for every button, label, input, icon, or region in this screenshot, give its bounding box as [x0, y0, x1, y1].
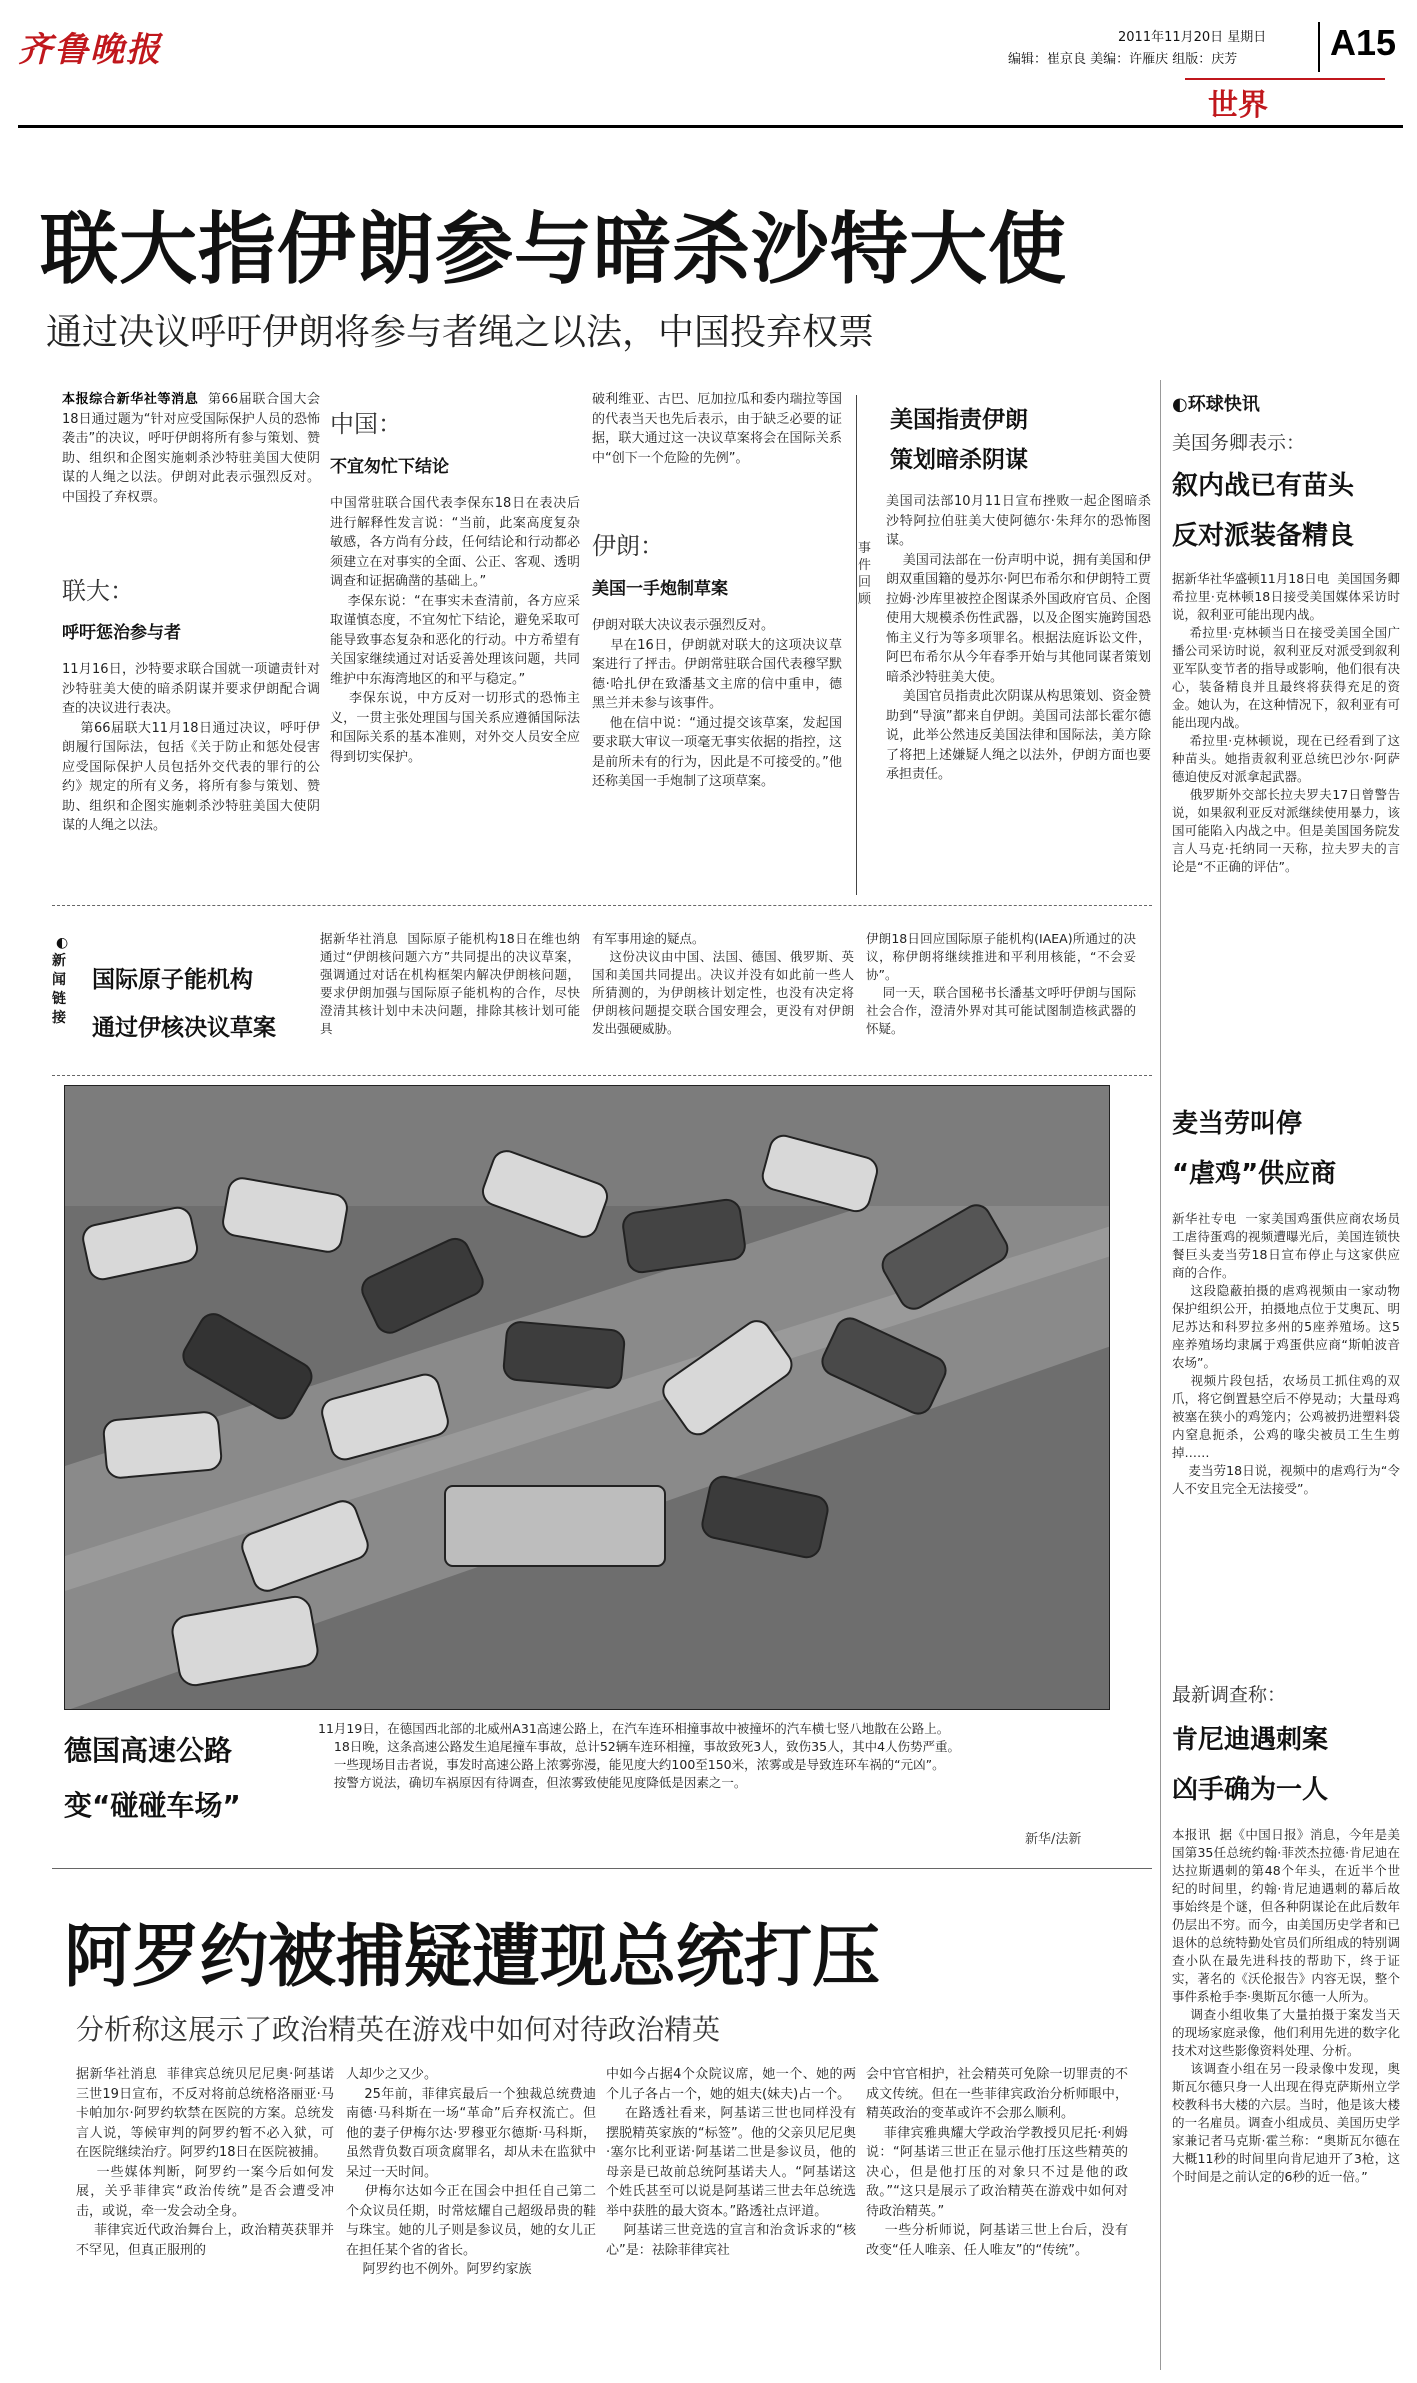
lead-intro: [62, 390, 320, 595]
second-headline: 阿罗约被捕疑遭现总统打压: [64, 1918, 881, 1997]
us-subhead: 呼吁惩治参与者: [62, 623, 181, 643]
globe-icon: ◐: [1172, 394, 1188, 415]
photo-kicker-1: 德国高速公路: [64, 1734, 233, 1767]
lead-headline: 联大指伊朗参与暗杀沙特大使: [40, 205, 1068, 295]
quick-news-text: 环球快讯: [1187, 394, 1260, 415]
us-body: 11月16日，沙特要求联合国就一项谴责针对沙特驻美大使的暗杀阴谋并要求伊朗配合调查的决议进行表决。 第66届联大11月18日通过决议，呼吁伊朗履行国际法，包括《关于防止和惩处侵害应受国际保护人员包括外交代表的罪行的公约》规定的所有义务，将所有参与策划、赞助、组织和企图实施刺杀沙特驻美国大使阴谋的人绳之以法。: [62, 662, 320, 833]
crash-photo: [64, 1085, 1110, 1710]
review-tag: 事件回顾: [858, 541, 872, 607]
us-kicker: 联大：: [62, 577, 134, 605]
item3-title-1: 肯尼迪遇刺案: [1172, 1725, 1329, 1755]
news-link-col1: 据新华社消息 国际原子能机构18日在维也纳通过“伊朗核问题六方”共同提出的决议草案，强调通过对话在机构框架内解决伊朗核问题，要求伊朗加强与国际原子能机构的合作，尽快澄清其核计划中未决问题，排除其核计划可能具: [320, 931, 580, 1036]
photo-kicker-2: 变“碰碰车场”: [64, 1789, 241, 1822]
item2-body: 新华社专电 一家美国鸡蛋供应商农场员工虐待蛋鸡的视频遭曝光后，美国连锁快餐巨头麦当劳18日宣布停止与这家供应商的合作。 这段隐蔽拍摄的虐鸡视频由一家动物保护组织公开，拍摄地点位于艾奥瓦、明尼苏达和科罗拉多州的5座养殖场。这5座养殖场均隶属于鸡蛋供应商“斯帕波音农场”。 视频片段包括，农场员工抓住鸡的双爪，将它倒置悬空后不停晃动；大量母鸡被塞在狭小的鸡笼内；公鸡被扔进塑料袋内窒息扼杀，公鸡的喙尖被员工生生剪掉…… 麦当劳18日说，视频中的虐鸡行为“令人不安且完全无法接受”。: [1172, 1211, 1400, 1496]
china-subhead: 不宜匆忙下结论: [330, 457, 449, 477]
masthead-rule: [18, 125, 1403, 128]
news-link-top-rule: [52, 905, 1152, 906]
news-link-title-2: 通过伊核决议草案: [92, 1015, 276, 1041]
item1-title-2: 反对派装备精良: [1172, 521, 1355, 551]
right-column-divider: [1160, 380, 1161, 2370]
masthead-logo: 齐鲁晚报: [18, 30, 162, 70]
review-title-2: 策划暗杀阴谋: [890, 447, 1028, 473]
section-underline: [1185, 78, 1385, 80]
item2-title-1: 麦当劳叫停: [1172, 1109, 1303, 1139]
news-link-bottom-rule: [52, 1075, 1152, 1076]
china-kicker: 中国：: [330, 410, 402, 438]
iran-subhead: 美国一手炮制草案: [592, 579, 728, 599]
review-title-1: 美国指责伊朗: [890, 407, 1028, 433]
second-col4: 会中官官相护，社会精英可免除一切罪责的不成文传统。但在一些菲律宾政治分析师眼中，精英政治的变革或许不会那么顺利。 菲律宾雅典耀大学政治学教授贝尼托·利姆说：“阿基诺三世正在显示他打压这些精英的决心，但是他打压的对象只不过是他的政敌。”“这只是展示了政治精英在游戏中如何对待政治精英。” 一些分析师说，阿基诺三世上台后，没有改变“任人唯亲、任人唯友”的“传统”。: [866, 2067, 1128, 2258]
lead-intro-text: 第66届联合国大会18日通过题为“针对应受国际保护人员的恐怖袭击”的决议，呼吁伊朗将所有参与策划、赞助、组织和企图实施刺杀沙特驻美国大使阴谋的人绳之以法。伊朗对此表示强烈反对。中国投了弃权票。: [62, 392, 320, 505]
second-col2: 人却少之又少。 25年前，菲律宾最后一个独裁总统费迪南德·马科斯在一场“革命”后弃权流亡。但他的妻子伊梅尔达·罗穆亚尔德斯·马科斯，虽然背负数百项贪腐罪名，却从未在监狱中呆过一天时间。 伊梅尔达如今正在国会中担任自己第二个众议员任期，时常炫耀自己超级昂贵的鞋与珠宝。她的儿子则是参议员，她的女儿正在担任某个省的省长。 阿罗约也不例外。阿罗约家族: [346, 2067, 596, 2277]
news-link-title-1: 国际原子能机构: [92, 967, 253, 993]
iran-body: 伊朗对联大决议表示强烈反对。 早在16日，伊朗就对联大的这项决议草案进行了抨击。伊朗常驻联合国代表穆罕默德·哈扎伊在致潘基文主席的信中重申，德黑兰并未参与该事件。 他在信中说：“通过提交该草案，发起国要求联大审议一项毫无事实依据的指控，这是前所未有的行为，因此是不可接受的。”他还称美国一手炮制了这项草案。: [592, 618, 842, 789]
photo-caption: 11月19日，在德国西北部的北威州A31高速公路上，在汽车连环相撞事故中被撞坏的汽车横七竖八地散在公路上。 18日晚，这条高速公路发生追尾撞车事故，总计52辆车连环相撞，事故致死3人，致伤35人，其中4人伤势严重。 一些现场目击者说，事发时高速公路上浓雾弥漫，能见度大约100至150米，浓雾或是导致连环车祸的“元凶”。 按警方说法，确切车祸原因有待调查，但浓雾致使能见度降低是因素之一。: [318, 1721, 961, 1790]
lead-intro-byline: 本报综合新华社等消息: [62, 392, 199, 407]
news-link-col2: 有军事用途的疑点。 这份决议由中国、法国、德国、俄罗斯、英国和美国共同提出。决议并没有如此前一些人所猜测的，为伊朗核计划定性，也没有决定将伊朗核问题提交联合国安理会，更没有对伊朗发出强硬威胁。: [592, 931, 854, 1036]
side-divider: [856, 395, 857, 895]
item3-title-2: 凶手确为一人: [1172, 1775, 1329, 1805]
photo-credit: 新华/法新: [1025, 1832, 1082, 1847]
page-number: A15: [1330, 22, 1397, 63]
second-col1: 据新华社消息 菲律宾总统贝尼尼奥·阿基诺三世19日宣布，不反对将前总统格洛丽亚·马卡帕加尔·阿罗约软禁在医院的方案。总统发言人说，等候审判的阿罗约暂不必入狱，可在医院继续治疗。阿罗约18日在医院被捕。 一些媒体判断，阿罗约一案今后如何发展，关乎菲律宾“政治传统”是否会遭受冲击，或说，牵一发会动全身。 菲律宾近代政治舞台上，政治精英获罪并不罕见，但真正服刑的: [76, 2067, 334, 2258]
second-col3: 中如今占据4个众院议席，她一个、她的两个儿子各占一个，她的姐夫(妹夫)占一个。 在路透社看来，阿基诺三世也同样没有摆脱精英家族的“标签”。他的父亲贝尼尼奥·塞尔比利亚诺·阿基诺二世是参议员，他的母亲是已故前总统阿基诺夫人。“阿基诺这个姓氏甚至可以说是阿基诺三世去年总统选举中获胜的最大资本。”路透社点评道。 阿基诺三世竞选的宣言和治贪诉求的“核心”是：祛除菲律宾社: [606, 2067, 856, 2258]
quick-news-label: [1172, 390, 1260, 416]
news-link-col3: 伊朗18日回应国际原子能机构(IAEA)所通过的决议，称伊朗将继续推进和平利用核能，“不会妥协”。 同一天，联合国秘书长潘基文呼吁伊朗与国际社会合作，澄清外界对其可能试图制造核武器的怀疑。: [866, 931, 1136, 1036]
header-divider: [1318, 22, 1320, 72]
item2-title-2: “虐鸡”供应商: [1172, 1159, 1337, 1189]
lead-subheadline: 通过决议呼吁伊朗将参与者绳之以法，中国投弃权票: [46, 312, 875, 353]
news-link-icon: ◐: [56, 935, 69, 951]
item1-body: 据新华社华盛顿11月18日电 美国国务卿希拉里·克林顿18日接受美国媒体采访时说，叙利亚可能出现内战。 希拉里·克林顿当日在接受美国全国广播公司采访时说，叙利亚反对派受到叙利亚军队变节者的指导或影响，他们很有决心，装备精良并且最终将获得充足的资金。她认为，在这种情况下，叙利亚有可能出现内战。 希拉里·克林顿说，现在已经看到了这种苗头。她指责叙利亚总统巴沙尔·阿萨德迫使反对派拿起武器。 俄罗斯外交部长拉夫罗夫17日曾警告说，如果叙利亚反对派继续使用暴力，该国可能陷入内战之中。但是美国国务院发言人马克·托纳同一天称，拉夫罗夫的言论是“不正确的评估”。: [1172, 571, 1400, 874]
section-name: 世界: [1208, 88, 1268, 123]
lead-col3-continued: 破利维亚、古巴、厄加拉瓜和委内瑞拉等国的代表当天也先后表示，由于缺乏必要的证据，联大通过这一决议草案将会在国际关系中“创下一个危险的先例”。: [592, 392, 842, 466]
item1-kicker: 美国务卿表示：: [1172, 432, 1306, 454]
editor-credits: 编辑：崔京良 美编：许雁庆 组版：庆芳: [1008, 52, 1238, 67]
iran-kicker: 伊朗：: [592, 532, 664, 560]
china-body: 中国常驻联合国代表李保东18日在表决后进行解释性发言说：“当前，此案高度复杂敏感，各方尚有分歧，任何结论和行动都必须建立在对事实的全面、公正、客观、透明调查和证据确凿的基础上。” 李保东说：“在事实未查清前，各方应采取谨慎态度，不宜匆忙下结论，避免采取可能导致事态复杂和恶化的行动。中方希望有关国家继续通过对话妥善处理该问题，共同维护中东海湾地区的和平与稳定。” 李保东说，中方反对一切形式的恐怖主义，一贯主张处理国与国关系应遵循国际法和国际关系的基本准则，对外交人员安全应得到切实保护。: [330, 496, 580, 765]
second-subheadline: 分析称这展示了政治精英在游戏中如何对待政治精英: [76, 2013, 721, 2046]
crash-photo-image: [65, 1086, 1110, 1710]
item3-kicker: 最新调查称：: [1172, 1684, 1287, 1706]
item3-body: 本报讯 据《中国日报》消息，今年是美国第35任总统约翰·菲茨杰拉德·肯尼迪在达拉斯遇刺的第48个年头，在近半个世纪的时间里，约翰·肯尼迪遇刺的幕后故事始终是个谜，但各种阴谋论在此后数年仍层出不穷。而今，由美国历史学者和已退休的总统特勤处官员们所组成的特别调查小队在最先进科技的帮助下，终于证实，著名的《沃伦报告》内容无误，整个事件系枪手李·奥斯瓦尔德一人所为。 调查小组收集了大量拍摄于案发当天的现场家庭录像，他们利用先进的数字化技术对这些影像资料处理、分析。 该调查小组在另一段录像中发现，奥斯瓦尔德只身一人出现在得克萨斯州立学校教科书大楼的六层。当时，他是该大楼的一名雇员。调查小组成员、美国历史学家兼记者马克斯·霍兰称：“奥斯瓦尔德在大概11秒的时间里向肯尼迪开了3枪，这个时间是之前认定的6秒的近一倍。”: [1172, 1827, 1400, 2184]
photo-bottom-rule: [52, 1868, 1152, 1869]
issue-date: 2011年11月20日 星期日: [1118, 30, 1267, 45]
item1-title-1: 叙内战已有苗头: [1172, 471, 1355, 501]
news-link-tag: 新闻链接: [52, 953, 66, 1026]
review-body: 美国司法部10月11日宣布挫败一起企图暗杀沙特阿拉伯驻美大使阿德尔·朱拜尔的恐怖图谋。 美国司法部在一份声明中说，拥有美国和伊朗双重国籍的曼苏尔·阿巴布希尔和伊朗特工贾拉姆·沙库里被控企图谋杀外国政府官员、企图使用大规模杀伤性武器，以及企图实施跨国恐怖主义行为等多项罪名。根据法庭诉讼文件，阿巴布希尔从今年春季开始与其他同谋者策划暗杀沙特驻美大使。 美国官员指责此次阴谋从构思策划、资金赞助到“导演”都来自伊朗。美国司法部长霍尔德说，此举公然违反美国法律和国际法，美方除了将把上述嫌疑人绳之以法外，伊朗方面也要承担责任。: [886, 494, 1151, 782]
